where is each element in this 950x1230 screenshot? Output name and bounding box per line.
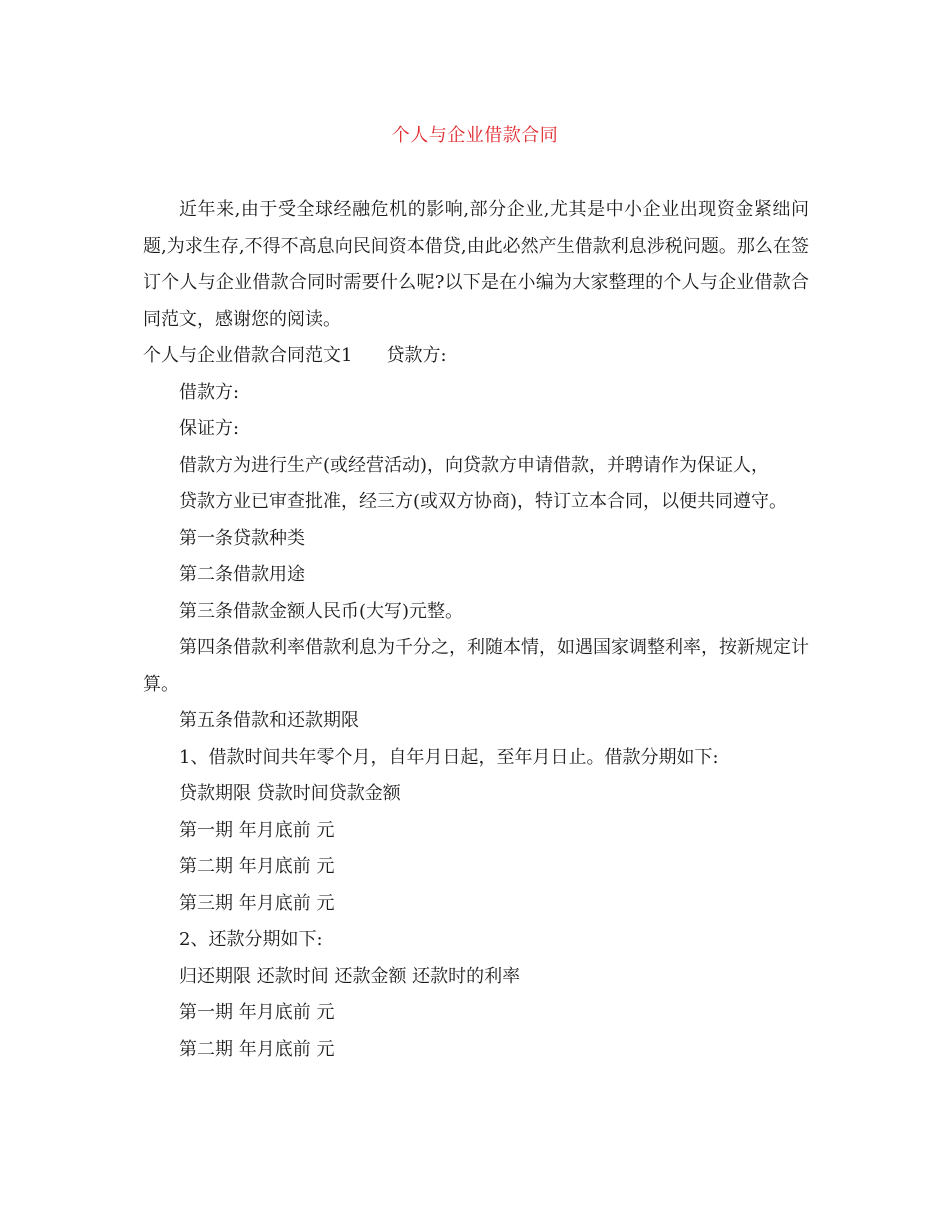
- loan-term-clause: 1、借款时间共年零个月，自年月日起，至年月日止。借款分期如下:: [179, 746, 719, 768]
- article-2: 第二条借款用途: [179, 564, 305, 585]
- preamble-line-1: 借款方为进行生产(或经营活动)，向贷款方申请借款，并聘请作为保证人，: [179, 454, 770, 476]
- loan-period-2: 第二期 年月底前 元: [179, 856, 335, 877]
- lender-label: 贷款方:: [386, 345, 447, 366]
- section-heading-line: [143, 338, 809, 375]
- article-1: 第一条贷款种类: [179, 527, 305, 549]
- section-heading: 个人与企业借款合同范文1: [143, 345, 353, 366]
- article-4: 第四条借款利率借款利息为千分之，利随本情，如遇国家调整利率，按新规定计算。: [143, 637, 809, 695]
- loan-period-3: 第三期 年月底前 元: [179, 892, 335, 914]
- repayment-period-1: 第一期 年月底前 元: [179, 1002, 335, 1023]
- loan-table-header: 贷款期限 贷款时间贷款金额: [179, 783, 401, 804]
- loan-period-1: 第一期 年月底前 元: [179, 819, 335, 841]
- article-3: 第三条借款金额人民币(大写)元整。: [179, 600, 464, 622]
- repayment-clause: 2、还款分期如下:: [179, 929, 323, 950]
- document-title: 个人与企业借款合同: [391, 125, 559, 146]
- repayment-table-header: 归还期限 还款时间 还款金额 还款时的利率: [179, 965, 521, 987]
- guarantor-label: 保证方:: [179, 418, 240, 439]
- repayment-period-2: 第二期 年月底前 元: [179, 1038, 335, 1060]
- article-5: 第五条借款和还款期限: [179, 710, 359, 731]
- intro-paragraph: 近年来,由于受全球经融危机的影响,部分企业,尤其是中小企业出现资金紧绌问题,为求生存,不得不高息向民间资本借贷,由此必然产生借款利息涉税问题。那么在签订个人与企业借款合同时需要什么呢?以下是在小编为大家整理的个人与企业借款合同范文，感谢您的阅读。: [143, 199, 809, 330]
- document-body: [143, 192, 809, 1068]
- preamble-line-2: 贷款方业已审查批准，经三方(或双方协商)，特订立本合同，以便共同遵守。: [179, 491, 788, 512]
- borrower-label: 借款方:: [179, 381, 240, 403]
